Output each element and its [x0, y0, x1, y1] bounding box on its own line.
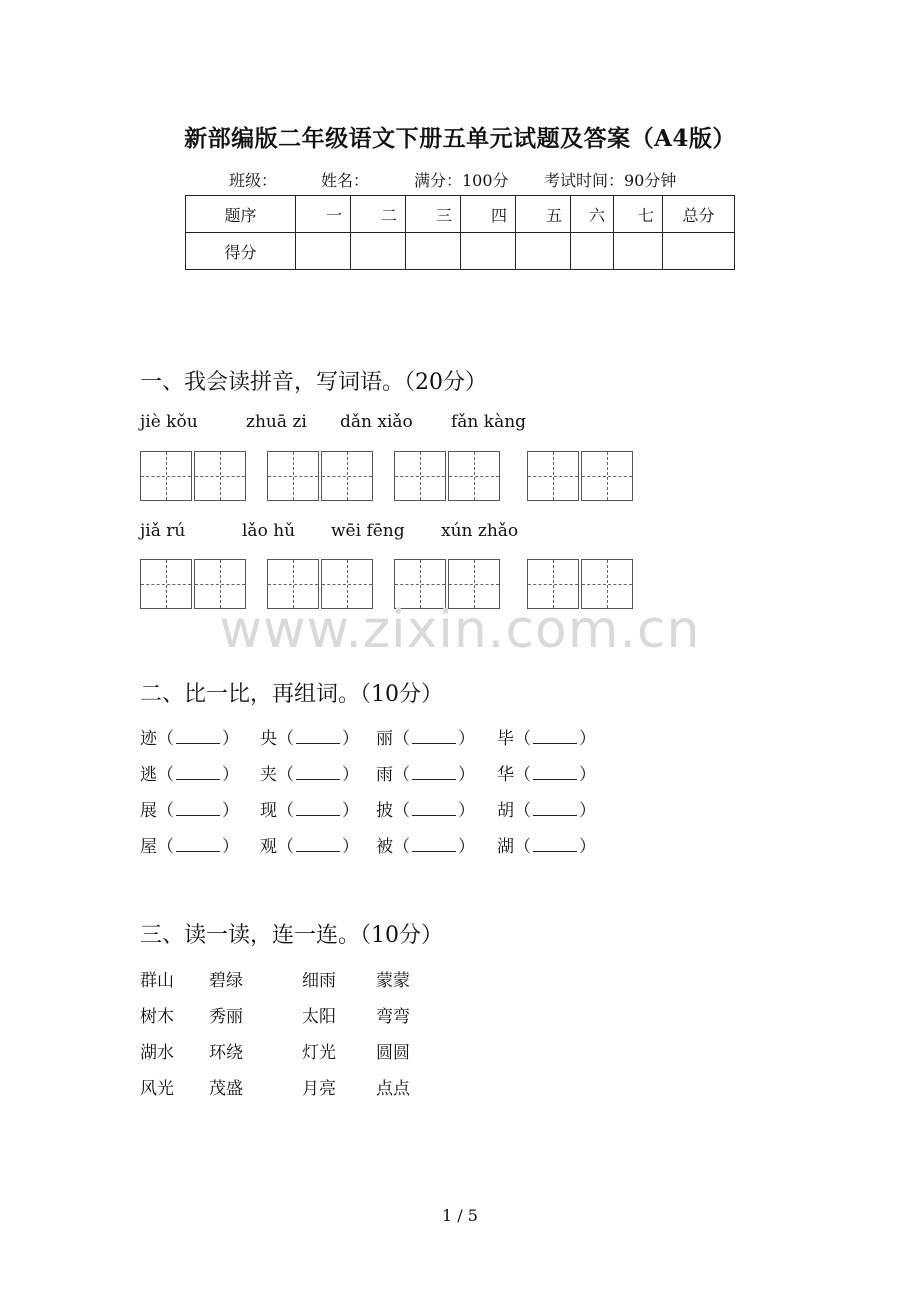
pinyin-item: zhuā zi	[246, 412, 307, 432]
answer-blank[interactable]	[296, 801, 340, 816]
pinyin-item: jiǎ rú	[140, 521, 186, 541]
open-paren: （	[157, 729, 174, 749]
character: 胡	[497, 801, 514, 821]
full-score-label: 满分：100分	[414, 171, 509, 190]
watermark: www.zixin.com.cn	[219, 600, 701, 660]
table-cell: 七	[614, 196, 663, 233]
answer-blank[interactable]	[296, 837, 340, 852]
close-paren: ）	[579, 837, 596, 857]
character: 雨	[376, 765, 393, 785]
match-word[interactable]: 月亮	[302, 1079, 336, 1099]
character: 迹	[140, 729, 157, 749]
answer-blank[interactable]	[296, 765, 340, 780]
table-cell: 一	[296, 196, 351, 233]
score-input-cell[interactable]	[461, 233, 516, 270]
match-word[interactable]: 碧绿	[209, 971, 243, 991]
close-paren: ）	[342, 801, 359, 821]
writing-cell[interactable]	[448, 451, 500, 501]
answer-blank[interactable]	[412, 729, 456, 744]
page-title: 新部编版二年级语文下册五单元试题及答案（A4版）	[184, 125, 736, 152]
character: 丽	[376, 729, 393, 749]
answer-blank[interactable]	[412, 765, 456, 780]
character: 湖	[497, 837, 514, 857]
table-cell: 三	[406, 196, 461, 233]
character: 观	[260, 837, 277, 857]
open-paren: （	[393, 729, 410, 749]
score-input-cell[interactable]	[406, 233, 461, 270]
page-number: 1 / 5	[442, 1206, 478, 1225]
answer-blank[interactable]	[533, 765, 577, 780]
match-word[interactable]: 点点	[376, 1079, 410, 1099]
answer-blank[interactable]	[176, 765, 220, 780]
word-group-item	[140, 832, 239, 857]
table-cell: 二	[351, 196, 406, 233]
answer-blank[interactable]	[412, 837, 456, 852]
close-paren: ）	[222, 765, 239, 785]
answer-blank[interactable]	[176, 801, 220, 816]
close-paren: ）	[342, 765, 359, 785]
table-cell: 五	[516, 196, 571, 233]
writing-grid[interactable]	[140, 451, 248, 501]
score-input-cell[interactable]	[614, 233, 663, 270]
close-paren: ）	[222, 801, 239, 821]
open-paren: （	[393, 837, 410, 857]
close-paren: ）	[579, 729, 596, 749]
class-label: 班级：	[229, 171, 278, 190]
close-paren: ）	[579, 801, 596, 821]
word-group-item	[497, 724, 596, 749]
pinyin-item: xún zhǎo	[441, 521, 519, 541]
close-paren: ）	[458, 801, 475, 821]
pinyin-item: fǎn kàng	[451, 412, 527, 432]
score-input-cell[interactable]	[351, 233, 406, 270]
close-paren: ）	[222, 729, 239, 749]
exam-time-label: 考试时间：90分钟	[544, 171, 677, 190]
match-word[interactable]: 圆圆	[376, 1043, 410, 1063]
score-input-cell[interactable]	[663, 233, 735, 270]
open-paren: （	[514, 729, 531, 749]
section2-heading: 二、比一比，再组词。（10分）	[140, 682, 443, 707]
word-group-item	[497, 760, 596, 785]
close-paren: ）	[458, 729, 475, 749]
open-paren: （	[277, 801, 294, 821]
table-cell: 得分	[186, 233, 296, 270]
word-group-item	[260, 832, 359, 857]
answer-blank[interactable]	[296, 729, 340, 744]
word-group-item	[497, 796, 596, 821]
answer-blank[interactable]	[412, 801, 456, 816]
writing-cell[interactable]	[140, 451, 192, 501]
word-group-item	[376, 724, 475, 749]
open-paren: （	[157, 801, 174, 821]
open-paren: （	[277, 729, 294, 749]
close-paren: ）	[579, 765, 596, 785]
answer-blank[interactable]	[533, 729, 577, 744]
character: 现	[260, 801, 277, 821]
character: 毕	[497, 729, 514, 749]
word-group-item	[376, 796, 475, 821]
close-paren: ）	[342, 729, 359, 749]
name-label: 姓名：	[321, 171, 370, 190]
character: 屋	[140, 837, 157, 857]
writing-cell[interactable]	[194, 451, 246, 501]
pinyin-item: wēi fēng	[331, 521, 405, 541]
character: 逃	[140, 765, 157, 785]
writing-cell[interactable]	[321, 451, 373, 501]
table-cell: 六	[571, 196, 614, 233]
writing-cell[interactable]	[527, 451, 579, 501]
open-paren: （	[157, 837, 174, 857]
score-table	[185, 195, 735, 270]
character: 夹	[260, 765, 277, 785]
word-group-item	[140, 796, 239, 821]
character: 展	[140, 801, 157, 821]
word-group-item	[260, 796, 359, 821]
character: 华	[497, 765, 514, 785]
pinyin-item: lǎo hǔ	[242, 521, 296, 541]
section3-heading: 三、读一读，连一连。（10分）	[140, 923, 443, 948]
character: 披	[376, 801, 393, 821]
writing-grid[interactable]	[394, 451, 502, 501]
close-paren: ）	[458, 837, 475, 857]
match-word[interactable]: 弯弯	[376, 1007, 410, 1027]
writing-cell[interactable]	[267, 451, 319, 501]
match-word[interactable]: 群山	[140, 971, 174, 991]
open-paren: （	[514, 801, 531, 821]
score-input-cell[interactable]	[296, 233, 351, 270]
match-word[interactable]: 风光	[140, 1079, 174, 1099]
close-paren: ）	[342, 837, 359, 857]
open-paren: （	[514, 837, 531, 857]
match-word[interactable]: 灯光	[302, 1043, 336, 1063]
answer-blank[interactable]	[176, 729, 220, 744]
word-group-item	[376, 832, 475, 857]
open-paren: （	[277, 765, 294, 785]
writing-grid[interactable]	[527, 451, 635, 501]
table-cell: 四	[461, 196, 516, 233]
word-group-item	[376, 760, 475, 785]
close-paren: ）	[222, 837, 239, 857]
score-table-header-row	[186, 196, 735, 233]
word-group-item	[140, 760, 239, 785]
open-paren: （	[157, 765, 174, 785]
word-group-item	[260, 724, 359, 749]
match-word[interactable]: 湖水	[140, 1043, 174, 1063]
score-table-score-row	[186, 233, 735, 270]
answer-blank[interactable]	[176, 837, 220, 852]
match-word[interactable]: 茂盛	[209, 1079, 243, 1099]
score-input-cell[interactable]	[571, 233, 614, 270]
score-input-cell[interactable]	[516, 233, 571, 270]
pinyin-item: dǎn xiǎo	[340, 412, 413, 432]
match-word[interactable]: 环绕	[209, 1043, 243, 1063]
match-word[interactable]: 秀丽	[209, 1007, 243, 1027]
table-cell: 题序	[186, 196, 296, 233]
writing-cell[interactable]	[581, 451, 633, 501]
character: 被	[376, 837, 393, 857]
answer-blank[interactable]	[533, 801, 577, 816]
character: 央	[260, 729, 277, 749]
word-group-item	[260, 760, 359, 785]
section1-heading: 一、我会读拼音，写词语。（20分）	[140, 370, 487, 395]
table-cell: 总分	[663, 196, 735, 233]
pinyin-item: jiè kǒu	[140, 412, 198, 432]
answer-blank[interactable]	[533, 837, 577, 852]
match-word[interactable]: 蒙蒙	[376, 971, 410, 991]
open-paren: （	[393, 765, 410, 785]
open-paren: （	[393, 801, 410, 821]
close-paren: ）	[458, 765, 475, 785]
writing-grid[interactable]	[267, 451, 375, 501]
word-group-item	[140, 724, 239, 749]
match-word[interactable]: 细雨	[302, 971, 336, 991]
word-group-item	[497, 832, 596, 857]
writing-cell[interactable]	[394, 451, 446, 501]
match-word[interactable]: 树木	[140, 1007, 174, 1027]
open-paren: （	[277, 837, 294, 857]
open-paren: （	[514, 765, 531, 785]
match-word[interactable]: 太阳	[302, 1007, 336, 1027]
